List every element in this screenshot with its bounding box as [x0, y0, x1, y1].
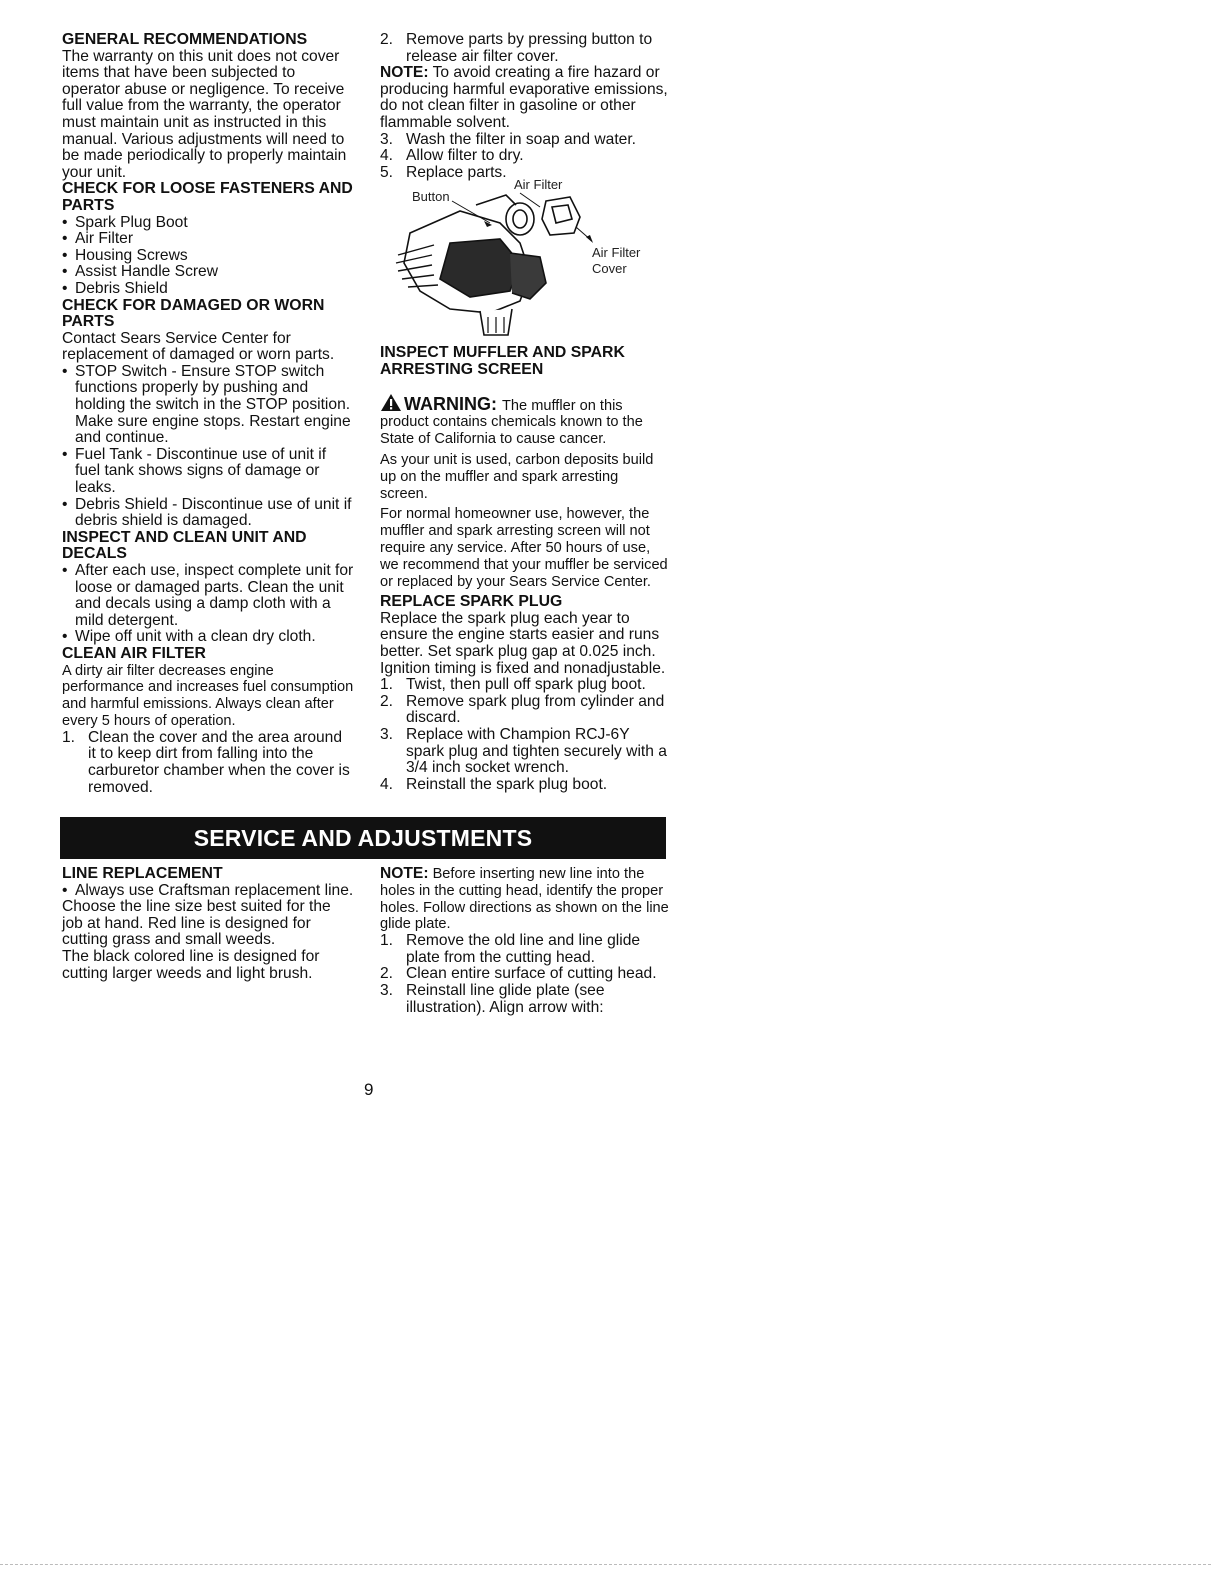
list-item: • Air Filter	[62, 230, 134, 248]
list-item: 1. Twist, then pull off spark plug boot.	[380, 676, 646, 694]
air-filter-cover-label: Air Filter Cover	[592, 245, 641, 277]
list-item: • STOP Switch - Ensure STOP switch functions properly by pushing and holding the switch in the STOP position. Make sure engine stops. Restart engine and continue.	[62, 362, 351, 447]
list-item: 3. Replace with Champion RCJ-6Y spark plug and tighten securely with a 3/4 inch socket wrench.	[380, 726, 667, 777]
warning-text: The muffler on this product contains chemicals known to the State of California to cause cancer.	[380, 397, 643, 448]
line-note-column	[380, 866, 670, 1016]
clean-air-filter-text: A dirty air filter decreases engine performance and increases fuel consumption and harmful emissions. Always clean after every 5 hours of operation.	[62, 662, 354, 729]
list-item: 1. Clean the cover and the area around it to keep dirt from falling into the carburetor chamber when the cover is removed.	[62, 728, 350, 796]
list-item: • Spark Plug Boot	[62, 213, 188, 231]
list-item: 2. Clean entire surface of cutting head.	[380, 965, 657, 983]
button-label: Button	[412, 189, 450, 205]
air-filter-note	[380, 65, 670, 131]
list-item: • Always use Craftsman replacement line.	[62, 881, 354, 899]
list-item: 5. Replace parts.	[380, 163, 507, 181]
air-filter-label: Air Filter	[514, 177, 563, 193]
list-item: 3. Reinstall line glide plate (see illustration). Align arrow with:	[380, 981, 605, 1016]
right-column	[380, 32, 670, 793]
line-replacement-column	[62, 866, 354, 982]
list-item: • Fuel Tank - Discontinue use of unit if fuel tank shows signs of damage or leaks.	[62, 445, 327, 497]
inspect-clean-heading: INSPECT AND CLEAN UNIT AND DECALS	[62, 528, 307, 563]
check-damaged-text: Contact Sears Service Center for replacement of damaged or worn parts.	[62, 329, 335, 364]
inspect-list	[62, 563, 354, 646]
damaged-list	[62, 364, 354, 530]
list-item: • Debris Shield - Discontinue use of unit if debris shield is damaged.	[62, 495, 352, 530]
section-banner: SERVICE AND ADJUSTMENTS	[60, 817, 666, 859]
muffler-text-2: For normal homeowner use, however, the muffler and spark arresting screen will not require any service. After 50 hours of use, we recommend that your muffler be serviced or replaced by your Sears Service Center.	[380, 506, 668, 590]
note-text: To avoid creating a fire hazard or producing harmful evaporative emissions, do not clean filter in gasoline or other flammable solvent.	[380, 64, 668, 131]
left-column	[62, 32, 354, 796]
list-item: 4. Reinstall the spark plug boot.	[380, 775, 608, 793]
note-label: NOTE:	[380, 865, 429, 882]
list-item: 2. Remove parts by pressing button to release air filter cover.	[380, 31, 653, 65]
clean-air-filter-heading: CLEAN AIR FILTER	[62, 644, 206, 662]
general-recommendations-heading: GENERAL RECOMMENDATIONS	[62, 31, 308, 48]
line-replacement-heading: LINE REPLACEMENT	[62, 865, 223, 882]
general-recommendations-text: The warranty on this unit does not cover items that have been subjected to operator abuse or negligence. To receive full value from the warranty, the operator must maintain unit as instructed in this manual. Various adjustments will need to be made periodically to properly maintain your unit.	[62, 47, 347, 181]
muffler-text-1: As your unit is used, carbon deposits build up on the muffler and spark arresting screen.	[380, 451, 654, 502]
page-number: 9	[364, 1080, 374, 1099]
check-damaged-heading: CHECK FOR DAMAGED OR WORN PARTS	[62, 296, 325, 331]
list-item: • After each use, inspect complete unit for loose or damaged parts. Clean the unit and decals using a damp cloth with a mild detergent.	[62, 562, 354, 629]
list-item: 4. Allow filter to dry.	[380, 147, 524, 165]
list-item: • Assist Handle Screw	[62, 263, 218, 281]
list-item: 2. Remove spark plug from cylinder and discard.	[380, 692, 665, 727]
list-item: • Wipe off unit with a clean dry cloth.	[62, 628, 316, 646]
warning-block	[380, 393, 670, 448]
line-replacement-text-2: The black colored line is designed for cutting larger weeds and light brush.	[62, 947, 320, 982]
list-item: 3. Wash the filter in soap and water.	[380, 130, 636, 148]
list-item: 1. Remove the old line and line glide plate from the cutting head.	[380, 932, 641, 966]
note-label: NOTE:	[380, 64, 429, 82]
list-item: • Housing Screws	[62, 246, 188, 264]
list-item: • Debris Shield	[62, 279, 168, 297]
air-filter-illustration	[380, 177, 670, 341]
fasteners-list	[62, 215, 354, 298]
warning-label: WARNING:	[404, 393, 497, 414]
replace-spark-plug-text: Replace the spark plug each year to ensure the engine starts easier and runs better. Set spark plug gap at 0.025 inch. Ignition timing is fixed and nonadjustable.	[380, 609, 666, 677]
inspect-muffler-heading: INSPECT MUFFLER AND SPARK ARRESTING SCREEN	[380, 344, 625, 378]
warning-triangle-icon	[380, 393, 402, 412]
page-edge-divider	[0, 1564, 1211, 1565]
line-note	[380, 866, 670, 933]
check-fasteners-heading: CHECK FOR LOOSE FASTENERS AND PARTS	[62, 180, 353, 214]
note-text: Before inserting new line into the holes in the cutting head, identify the proper holes. Follow directions as shown on the line glide plate.	[380, 866, 669, 933]
replace-spark-plug-heading: REPLACE SPARK PLUG	[380, 593, 563, 611]
line-replacement-text-1: Choose the line size best suited for the job at hand. Red line is designed for cutting grass and small weeds.	[62, 898, 331, 949]
